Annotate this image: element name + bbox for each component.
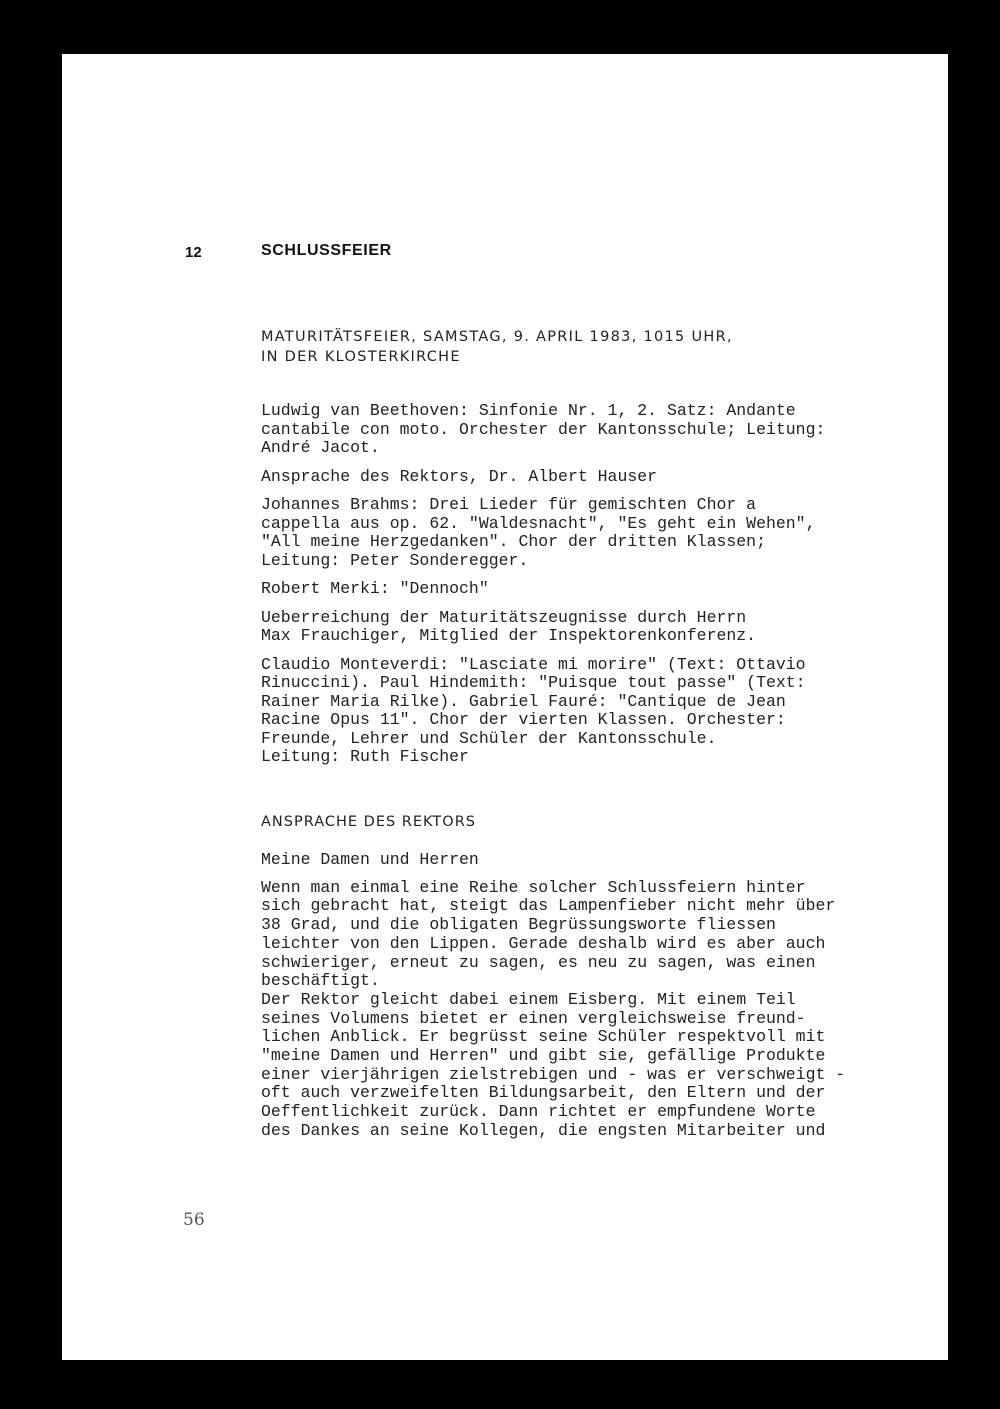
- program-item-brahms: [261, 496, 941, 570]
- program-line: André Jacot.: [261, 438, 380, 457]
- event-heading-line: MATURITÄTSFEIER, SAMSTAG, 9. APRIL 1983, 1015 UHR,: [261, 329, 733, 345]
- speech-line: Der Rektor gleicht dabei einem Eisberg. Mit einem Teil: [261, 989, 796, 1009]
- program-line: Robert Merki: "Dennoch": [261, 579, 489, 598]
- event-heading-line: IN DER KLOSTERKIRCHE: [261, 349, 461, 365]
- speech-line: Wenn man einmal eine Reihe solcher Schlussfeiern hinter: [261, 877, 806, 897]
- program-line: Rainer Maria Rilke). Gabriel Fauré: "Cantique de Jean: [261, 691, 786, 711]
- event-heading: [261, 327, 733, 367]
- section-title: SCHLUSSFEIER: [261, 242, 392, 259]
- program-line: "All meine Herzgedanken". Chor der dritten Klassen;: [261, 532, 766, 551]
- program-line: Rinuccini). Paul Hindemith: "Puisque tout passe" (Text:: [261, 673, 806, 692]
- speech-line: einer vierjährigen zielstrebigen und - was er verschweigt -: [261, 1064, 846, 1084]
- speech-line: "meine Damen und Herren" und gibt sie, gefällige Produkte: [261, 1046, 826, 1066]
- program-line: Leitung: Peter Sonderegger.: [261, 550, 529, 570]
- section-number: 12: [185, 244, 202, 261]
- program-line: Leitung: Ruth Fischer: [261, 747, 469, 766]
- program-line: Claudio Monteverdi: "Lasciate mi morire" (Text: Ottavio: [261, 654, 806, 674]
- speech-line: Oeffentlichkeit zurück. Dann richtet er empfundene Worte: [261, 1102, 816, 1122]
- program-line: Ueberreichung der Maturitätszeugnisse durch Herrn: [261, 607, 747, 627]
- program-line: cappella aus op. 62. "Waldesnacht", "Es geht ein Wehen",: [261, 513, 816, 533]
- program-item-merki: [261, 580, 941, 599]
- speech-line: schwieriger, erneut zu sagen, es neu zu sagen, was einen: [261, 952, 816, 972]
- speech-salutation: Meine Damen und Herren: [261, 850, 479, 869]
- speech-heading: ANSPRACHE DES REKTORS: [261, 814, 476, 830]
- program-item-certificates: [261, 609, 941, 646]
- program-line: Racine Opus 11". Chor der vierten Klassen. Orchester:: [261, 710, 786, 729]
- speech-line: 38 Grad, und die obligaten Begrüssungsworte fliessen: [261, 915, 776, 935]
- speech-line: seines Volumens bietet er einen vergleichsweise freund-: [261, 1008, 806, 1028]
- speech-line: lichen Anblick. Er begrüsst seine Schüler respektvoll mit: [261, 1027, 826, 1047]
- program-list: [261, 402, 941, 777]
- speech-line: oft auch verzweifelten Bildungsarbeit, den Eltern und der: [261, 1083, 826, 1103]
- document-page: [62, 54, 948, 1360]
- speech-line: beschäftigt.: [261, 971, 380, 991]
- program-line: Ludwig van Beethoven: Sinfonie Nr. 1, 2. Satz: Andante: [261, 401, 796, 420]
- speech-body: [261, 851, 941, 1141]
- program-item-monteverdi: [261, 656, 941, 767]
- program-line: Max Frauchiger, Mitglied der Inspektorenkonferenz.: [261, 626, 757, 645]
- page-number: 56: [183, 1210, 205, 1230]
- program-item-beethoven: [261, 402, 941, 458]
- program-item-address: [261, 468, 941, 487]
- program-line: Johannes Brahms: Drei Lieder für gemischten Chor a: [261, 495, 757, 514]
- speech-line: sich gebracht hat, steigt das Lampenfieber nicht mehr über: [261, 896, 836, 916]
- program-line: cantabile con moto. Orchester der Kantonsschule; Leitung:: [261, 419, 826, 439]
- program-line: Ansprache des Rektors, Dr. Albert Hauser: [261, 466, 658, 486]
- speech-line: des Dankes an seine Kollegen, die engsten Mitarbeiter und: [261, 1120, 826, 1140]
- program-line: Freunde, Lehrer und Schüler der Kantonsschule.: [261, 728, 717, 748]
- speech-line: leichter von den Lippen. Gerade deshalb wird es aber auch: [261, 933, 826, 953]
